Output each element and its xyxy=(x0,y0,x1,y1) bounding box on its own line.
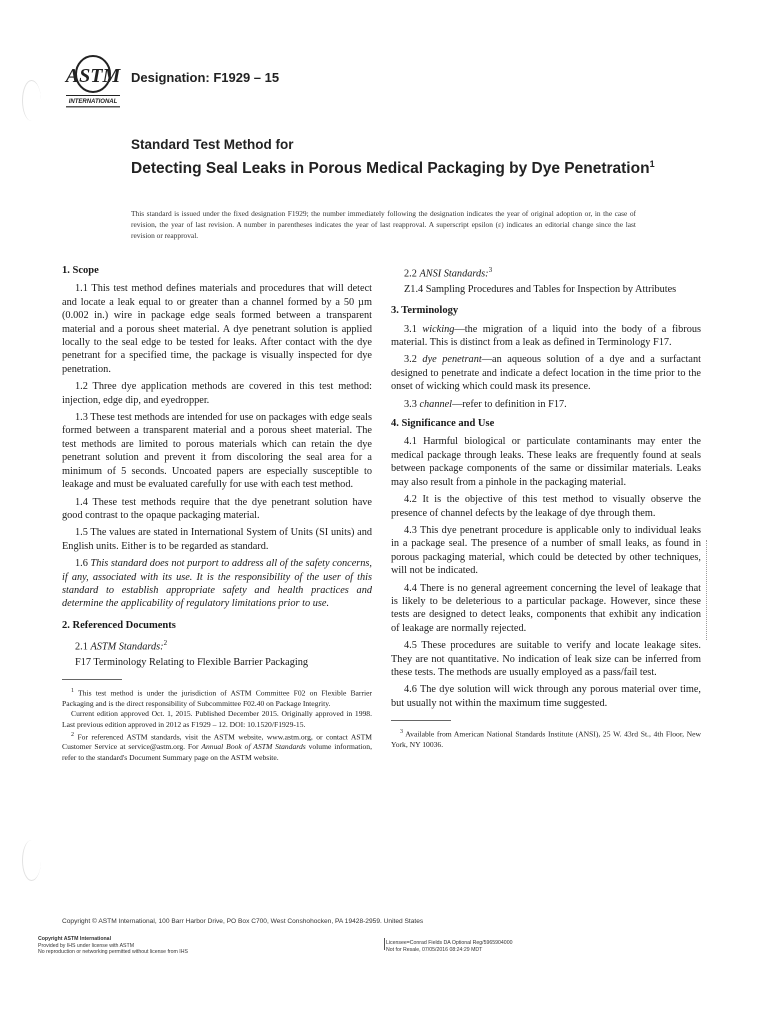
para-2-2-number: 2.2 xyxy=(404,268,417,280)
para-1-6-number: 1.6 xyxy=(75,558,88,570)
license-left-line-2: Provided by IHS under license with ASTM xyxy=(38,942,135,949)
title-block xyxy=(131,136,691,179)
footnote-3 xyxy=(391,727,701,750)
para-1-6-text: This standard does not purport to address all of the safety concerns, if any, associated with its use. It is the responsibility of the user of this standard to establish appropriate safety and health practices and determine the applicability of regulatory limitations prior to use. xyxy=(62,558,372,610)
para-3-3-text: —refer to definition in F17. xyxy=(452,398,567,410)
designation-notice: This standard is issued under the fixed designation F1929; the number immediately following the designation indicates the year of original adoption or, in the case of revision, the year of last revision. A number in parentheses indicates the year of last reapproval. A superscript epsilon (ε) indicates an editorial change since the last revision or reapproval. xyxy=(131,209,636,240)
para-1-4: 1.4 These test methods require that the dye penetrant solution have good contrast to the opaque packaging material. xyxy=(62,496,372,521)
para-3-3-number: 3.3 xyxy=(404,398,417,410)
para-4-4: 4.4 There is no general agreement concerning the level of leakage that is likely to be deleterious to a particular package. However, since these tests are designed to detect leaks, components that exhibit any indication of leakage are normally rejected. xyxy=(391,582,701,634)
para-2-1-text: ASTM Standards: xyxy=(90,641,164,653)
logo-subtext: INTERNATIONAL xyxy=(68,99,118,105)
license-left xyxy=(38,936,188,956)
astm-logo xyxy=(62,52,124,112)
license-divider xyxy=(384,938,385,950)
para-2-1-mark: 2 xyxy=(163,639,168,648)
logo-text: ASTM xyxy=(65,65,121,87)
reference-z1-4: Z1.4 Sampling Procedures and Tables for Inspection by Attributes xyxy=(404,283,677,295)
license-left-line-1: Copyright ASTM International xyxy=(38,936,112,942)
para-3-2-term: dye penetrant xyxy=(422,354,482,366)
footnote-2-text-a: For referenced ASTM standards, visit the ASTM website, www.astm.org, or contact ASTM Customer Service at service@astm.org. For xyxy=(62,732,373,752)
para-2-2-text: ANSI Standards: xyxy=(419,268,489,280)
para-3-1-text: —the migration of a liquid into the body of a fibrous material. This is distinct from a leak as defined in Terminology F17. xyxy=(391,323,701,349)
footnote-2-mark: 2 xyxy=(71,731,74,738)
license-right-line-2: Not for Resale, 07/05/2016 08:24:29 MDT xyxy=(386,946,483,953)
right-column xyxy=(391,264,701,750)
para-4-3: 4.3 This dye penetrant procedure is applicable only to individual leaks in a package seal. The presence of a number of small leaks, as found in porous packaging material, which could be detected by other techniques, will not be indicated. xyxy=(391,524,701,577)
designation: Designation: F1929 – 15 xyxy=(131,70,280,85)
footnote-1 xyxy=(62,686,372,709)
astm-logo-icon xyxy=(62,52,124,112)
para-2-2-mark: 3 xyxy=(488,266,493,274)
footnote-2-text-c: volume information, refer to the standard's Document Summary page on the ASTM website. xyxy=(62,742,372,762)
title-prefix: Standard Test Method for xyxy=(131,137,294,152)
para-3-3 xyxy=(391,398,701,411)
scan-mark-top xyxy=(22,80,41,121)
para-1-1: 1.1 This test method defines materials and procedures that will detect and locate a leak equal to or greater than a channel formed by a 50 µm (0.002 in.) wire in package edge seals formed between a transparent material and a porous sheet material. A dye penetrant solution is applied locally to the seal edge to be tested for leaks. After contact with the dye penetrant for a specified time, the package is visually inspected for dye penetration. xyxy=(62,283,372,375)
section-1-heading: 1. Scope xyxy=(62,265,99,276)
para-3-1-number: 3.1 xyxy=(404,323,417,335)
footnote-rule-right xyxy=(391,720,451,721)
footnote-3-text: Available from American National Standards Institute (ANSI), 25 W. 43rd St., 4th Floor, New York, NY 10036. xyxy=(391,729,701,749)
section-4-heading: 4. Significance and Use xyxy=(391,418,495,430)
para-1-2: 1.2 Three dye application methods are covered in this test method: injection, edge dip, and eyedropper. xyxy=(62,381,372,406)
para-3-2-text: —an aqueous solution of a dye and a surfactant designed to penetrate and indicate a defect location in the time prior to the onset of wicking which could mask its presence. xyxy=(391,354,701,393)
license-left-line-3: No reproduction or networking permitted without license from IHS xyxy=(38,949,188,956)
title-text: Detecting Seal Leaks in Porous Medical Packaging by Dye Penetration xyxy=(131,160,650,178)
license-right-line-1: Licensee=Conrad Fields DA Optional Reg/5965904000 xyxy=(386,940,513,946)
para-4-6: 4.6 The dye solution will wick through any porous material over time, but usually not within the maximum time suggested. xyxy=(391,684,701,709)
footnote-1-mark: 1 xyxy=(71,688,74,695)
scan-mark-bottom xyxy=(22,840,41,881)
reference-f17: F17 Terminology Relating to Flexible Barrier Packaging xyxy=(75,656,309,668)
section-3-heading: 3. Terminology xyxy=(391,305,459,317)
copyright-line: Copyright © ASTM International, 100 Barr Harbor Drive, PO Box C700, West Conshohocken, PA 19428-2959. United States xyxy=(62,918,424,925)
para-1-6 xyxy=(62,557,372,611)
footnote-2 xyxy=(62,730,372,763)
para-3-2 xyxy=(391,353,701,393)
para-3-3-term: channel xyxy=(419,398,453,410)
para-2-2 xyxy=(391,264,701,281)
para-1-5: 1.5 The values are stated in International System of Units (SI units) and English units. Either is to be regarded as standard. xyxy=(62,527,372,552)
para-2-1 xyxy=(62,637,372,654)
para-1-3: 1.3 These test methods are intended for use on packages with edge seals formed between a transparent material and a porous sheet material. The test methods are limited to porous materials which can retain the dye penetrant solution and prevent it from discoloring the seal area for a minimum of 5 seconds. Uncoated papers are especially susceptible to leakage and must be evaluated carefully for use with each test method. xyxy=(62,412,372,491)
section-2-heading: 2. Referenced Documents xyxy=(62,619,176,631)
footnote-2-text-b: Annual Book of ASTM Standards xyxy=(201,742,306,752)
para-3-1 xyxy=(391,323,701,350)
para-2-1-number: 2.1 xyxy=(75,641,88,653)
para-4-1: 4.1 Harmful biological or particulate contaminants may enter the medical package through leaks. These leaks are frequently found at seals between package components of the same or dissimilar materials. Leaks may also result from a pinhole in the packaging material. xyxy=(391,436,701,488)
para-4-2: 4.2 It is the objective of this test method to visually observe the presence of channel defects by the leakage of dye through them. xyxy=(391,494,701,519)
document-title xyxy=(131,154,691,179)
para-3-1-term: wicking xyxy=(422,323,455,335)
para-4-5: 4.5 These procedures are suitable to verify and locate leakage sites. They are not quantitative. No indication of leak size can be inferred from these tests. The methods are usually employed as a pass/fail test. xyxy=(391,640,701,678)
left-column xyxy=(62,264,372,763)
footnote-3-mark: 3 xyxy=(400,729,403,736)
footnote-rule xyxy=(62,679,122,680)
footnote-1b: Current edition approved Oct. 1, 2015. Published December 2015. Originally approved in 1998. Last previous edition approved in 2012 as F1929 – 12. DOI: 10.1520/F1929-15. xyxy=(62,709,372,729)
license-right xyxy=(386,940,512,953)
scan-dots xyxy=(706,540,709,640)
para-3-2-number: 3.2 xyxy=(404,354,417,366)
footnote-1-text: This test method is under the jurisdiction of ASTM Committee F02 on Flexible Barrier Packaging and is the direct responsibility of Subcommittee F02.40 on Package Integrity. xyxy=(62,688,372,709)
title-footnote-mark: 1 xyxy=(649,159,655,169)
